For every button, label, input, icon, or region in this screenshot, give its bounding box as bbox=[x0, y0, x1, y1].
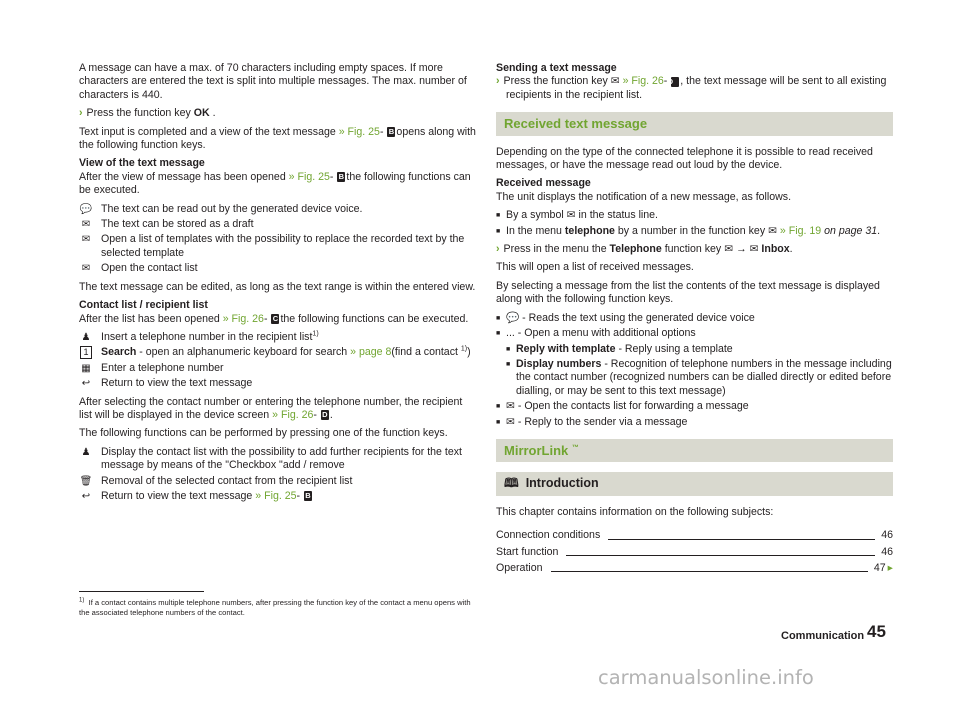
step-arrow-icon: › bbox=[79, 107, 83, 120]
heading-view-text-message: View of the text message bbox=[79, 157, 205, 170]
paragraph-editable: The text message can be edited, as long as the text range is within the entered view. bbox=[79, 280, 476, 293]
paragraph-max-characters: A message can have a max. of 70 characters including empty spaces. If more characters are entered the text is split into multiple messages. The max. number of characters is 440. bbox=[79, 62, 467, 101]
toc-entry[interactable]: Connection conditions 46 bbox=[496, 529, 893, 542]
speech-bubble-icon: 💬 bbox=[79, 203, 93, 215]
one-key-icon: 1 bbox=[79, 346, 93, 359]
templates-icon: ✉ bbox=[81, 234, 91, 246]
fig-link[interactable]: » Fig. 25 bbox=[255, 489, 297, 502]
footnote: $^{1)}$ If a contact contains multiple telephone numbers, after pressing the function key of the contact a menu opens with the associated telephone numbers of the contact. bbox=[79, 597, 471, 617]
heading-contact-list: Contact list / recipient list bbox=[79, 299, 208, 312]
envelope-icon: ✉ bbox=[768, 224, 777, 237]
list-item-reply-template: ■ Reply with template - Reply using a template bbox=[496, 343, 893, 356]
envelope-icon: ✉ bbox=[724, 243, 734, 256]
list-item-more: ■ ... - Open a menu with additional options bbox=[496, 327, 893, 340]
paragraph-chapter-info: This chapter contains information on the following subjects: bbox=[496, 505, 774, 518]
paragraph-notification: The unit displays the notification of a new message, as follows. bbox=[496, 190, 792, 203]
forward-envelope-icon: ✉ bbox=[506, 400, 515, 413]
ok-key-icon: OK bbox=[193, 107, 210, 120]
left-column bbox=[79, 62, 476, 505]
continue-arrow-icon: ▸ bbox=[887, 561, 893, 574]
paragraph-view-opened: After the view of message has been opened » Fig. 25- B the following functions can be executed. bbox=[79, 170, 471, 197]
keypad-icon: ▦ bbox=[81, 362, 91, 374]
speech-bubble-icon: 💬 bbox=[506, 311, 520, 324]
paragraph-open-list: This will open a list of received messages. bbox=[496, 261, 694, 274]
heading-received-message: Received message bbox=[496, 177, 591, 190]
paragraph-after-selecting: After selecting the contact number or entering the telephone number, the recipient list will be displayed in the device screen » Fig. 26- D . bbox=[79, 395, 463, 421]
figure-key-d: D bbox=[322, 410, 328, 420]
section-introduction: 🕮 Introduction bbox=[496, 472, 893, 495]
list-item-display-numbers: ■ Display numbers - Recognition of telephone numbers in the message including the contact number (recognized numbers can be dialled directly or edited before dialling, or may be sent to this text message) bbox=[496, 358, 893, 398]
list-item-contact-list: ✉ Open the contact list bbox=[79, 262, 476, 275]
right-column bbox=[496, 62, 893, 578]
list-item-reply: ■ ✉ - Reply to the sender via a message bbox=[496, 416, 893, 429]
fig-link[interactable]: » Fig. 26 bbox=[622, 75, 664, 88]
footer-section-label: Communication bbox=[781, 630, 865, 642]
figure-key-b: B bbox=[388, 126, 395, 136]
fig-link[interactable]: » Fig. 26 bbox=[272, 408, 314, 421]
list-item-status-symbol: ■ By a symbol ✉ in the status line. bbox=[496, 209, 893, 222]
list-item-store-draft: ✉ The text can be stored as a draft bbox=[79, 218, 476, 231]
heading-sending: Sending a text message bbox=[496, 62, 617, 74]
fig-link[interactable]: » Fig. 26 bbox=[222, 312, 264, 325]
save-draft-icon: ✉ bbox=[81, 219, 91, 231]
contact-envelope-icon: ✉ bbox=[81, 263, 91, 275]
list-item-return: ↩ Return to view the text message bbox=[79, 377, 476, 390]
section-received-text-message: Received text message bbox=[496, 112, 893, 135]
more-icon: ... bbox=[506, 327, 515, 340]
paragraph-select-message: By selecting a message from the list the contents of the text message is displayed along with the following function keys. bbox=[496, 279, 880, 306]
watermark: carmanualsonline.info bbox=[598, 666, 814, 689]
section-mirrorlink: MirrorLink ™ bbox=[496, 439, 893, 462]
step-inbox: › Press in the menu the Telephone function key ✉ → ✉ Inbox. bbox=[496, 243, 793, 256]
step-arrow-icon: › bbox=[496, 75, 500, 88]
trash-icon: 🗑 bbox=[79, 475, 93, 487]
paragraph-functions: The following functions can be performed by pressing one of the function keys. bbox=[79, 427, 448, 440]
page-number: 45 bbox=[867, 622, 886, 641]
list-item-read-out: 💬 The text can be read out by the generated device voice. bbox=[79, 202, 363, 215]
list-item-enter-number: ▦ Enter a telephone number bbox=[79, 362, 476, 375]
figure-key-b: B bbox=[338, 172, 345, 182]
list-item-insert-number: ♟ Insert a telephone number in the recipient list$^{1)}$ bbox=[79, 331, 476, 344]
inbox-icon: ✉ bbox=[749, 243, 759, 256]
toc-entry[interactable]: Operation 47 ▸ bbox=[496, 561, 893, 574]
paragraph-received-intro: Depending on the type of the connected telephone it is possible to read received messages, or have the message read out loud by the device. bbox=[496, 145, 873, 172]
step-send: › Press the function key ✉ » Fig. 26- D , the text message will be sent to all existing recipients in the recipient list. bbox=[496, 75, 887, 101]
return-arrow-icon: ↩ bbox=[81, 378, 91, 390]
list-item-return-view: ↩ Return to view the text message » Fig. 25- B bbox=[79, 490, 476, 503]
page-link[interactable]: » page 8 bbox=[350, 346, 392, 359]
fig-link[interactable]: » Fig. 19 bbox=[779, 224, 822, 237]
envelope-icon: ✉ bbox=[566, 209, 576, 222]
fig-link[interactable]: » Fig. 25 bbox=[288, 170, 330, 183]
step-press-ok: › Press the function key OK . bbox=[79, 107, 216, 120]
list-item-read: ■ 💬 - Reads the text using the generated device voice bbox=[496, 312, 893, 325]
person-icon: ♟ bbox=[81, 331, 91, 343]
list-item-forward: ■ ✉ - Open the contacts list for forwarding a message bbox=[496, 400, 893, 413]
send-key-icon: ✉ bbox=[610, 75, 620, 88]
step-arrow-icon: › bbox=[496, 243, 500, 256]
paragraph-list-opened: After the list has been opened » Fig. 26- C the following functions can be executed. bbox=[79, 312, 469, 325]
paragraph-input-completed: Text input is completed and a view of the text message » Fig. 25- B opens along with the following function keys. bbox=[79, 125, 476, 152]
toc-entry[interactable]: Start function 46 bbox=[496, 545, 893, 558]
figure-key-c: C bbox=[272, 313, 279, 323]
return-arrow-icon: ↩ bbox=[81, 490, 91, 502]
footnote-rule bbox=[79, 591, 204, 592]
reply-envelope-icon: ✉ bbox=[506, 415, 515, 428]
list-item-display-contacts: ♟ Display the contact list with the possibility to add further recipients for the text message by means of the "Checkbox "add / remove bbox=[79, 446, 476, 473]
fig-link[interactable]: » Fig. 25 bbox=[338, 125, 380, 138]
book-icon: 🕮 bbox=[504, 476, 519, 491]
list-item-menu-telephone: ■ In the menu telephone by a number in the function key ✉ » Fig. 19 on page 31. bbox=[496, 225, 893, 238]
list-item-search: 1 Search - open an alphanumeric keyboard for search » page 8(find a contact $^{1)}$) bbox=[79, 346, 476, 359]
person-icon: ♟ bbox=[81, 446, 91, 458]
figure-key-d: D bbox=[671, 77, 679, 87]
list-item-templates: ✉ Open a list of templates with the possibility to replace the recorded text by the selected template bbox=[79, 233, 476, 260]
figure-key-b: B bbox=[305, 491, 311, 501]
list-item-remove-contact: 🗑 Removal of the selected contact from the recipient list bbox=[79, 474, 353, 487]
